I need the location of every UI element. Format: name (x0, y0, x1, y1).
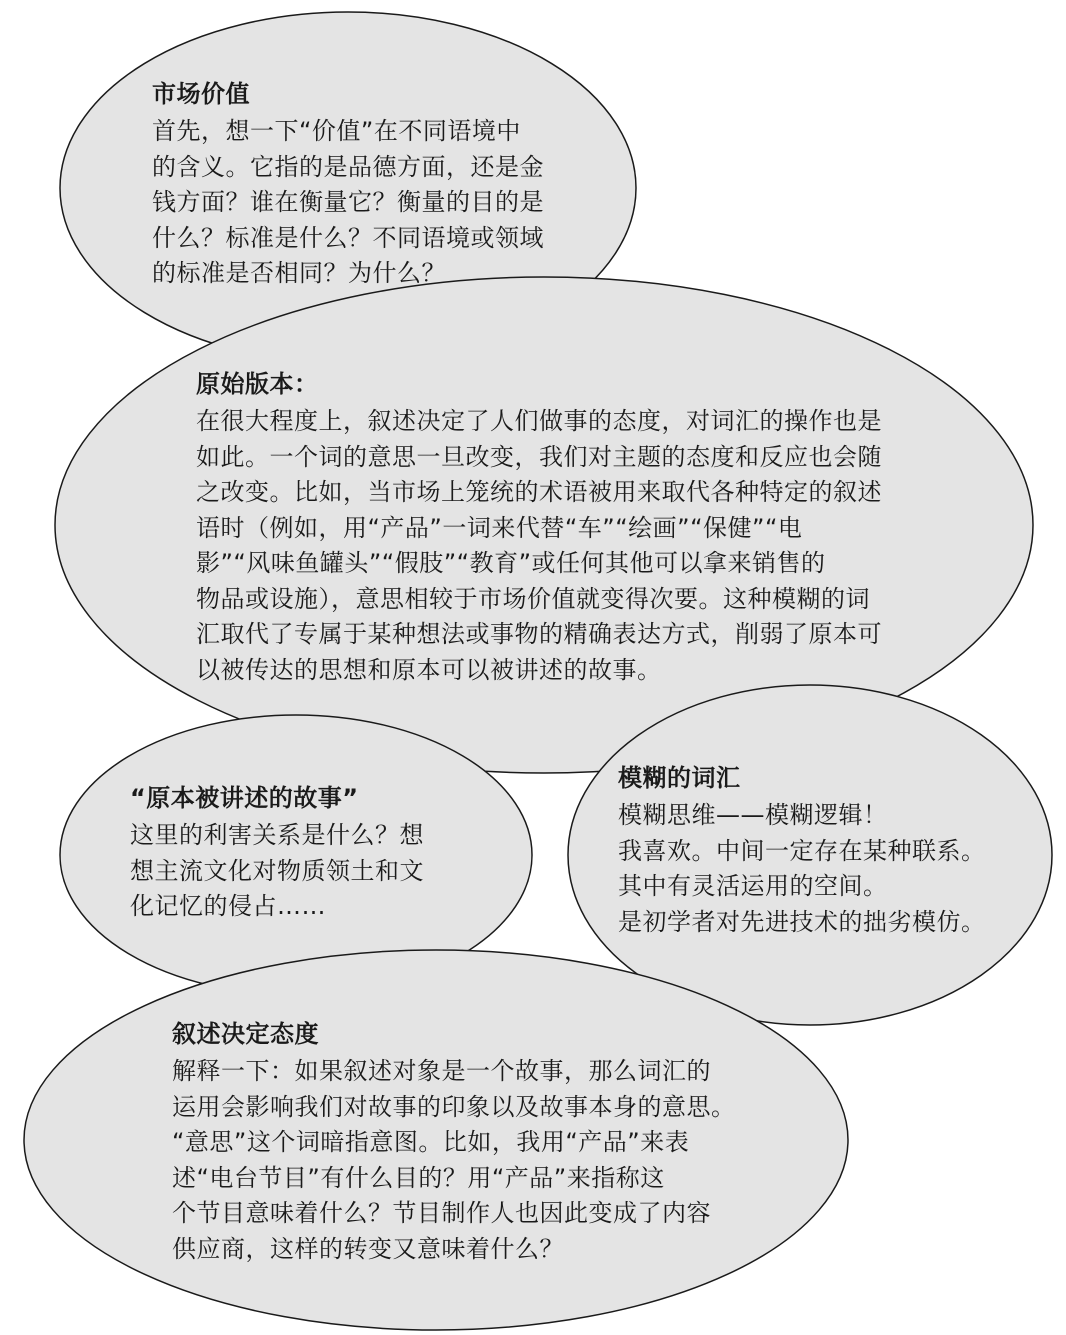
bubble-line: 什么？标准是什么？不同语境或领域 (152, 223, 544, 252)
bubble-title: 原始版本： (196, 370, 319, 398)
bubble-line: 个节目意味着什么？节目制作人也因此变成了内容 (172, 1199, 711, 1227)
bubble-line: 语时（例如，用“产品”一词来代替“车”“绘画”“保健”“电 (196, 513, 803, 542)
bubble-title: 市场价值 (152, 80, 250, 108)
bubble-line: 我喜欢。中间一定存在某种联系。 (618, 836, 986, 865)
bubble-title: 叙述决定态度 (172, 1020, 319, 1048)
bubble-line: 在很大程度上，叙述决定了人们做事的态度，对词汇的操作也是 (196, 407, 882, 435)
bubble-narrative-attitude (172, 1016, 736, 1267)
bubble-story (130, 780, 424, 925)
bubble-line: 解释一下：如果叙述对象是一个故事，那么词汇的 (172, 1057, 711, 1085)
bubble-line: 的标准是否相同？为什么？ (152, 259, 446, 287)
bubble-line: 想主流文化对物质领土和文 (130, 856, 424, 885)
bubble-line: 的含义。它指的是品德方面，还是金 (152, 152, 544, 181)
bubble-line: 模糊思维——模糊逻辑！ (618, 801, 888, 829)
bubble-line: 之改变。比如，当市场上笼统的术语被用来取代各种特定的叙述 (196, 478, 882, 506)
bubble-line: 化记忆的侵占…… (130, 892, 326, 920)
bubble-line: 以被传达的思想和原本可以被讲述的故事。 (196, 655, 662, 684)
bubble-title: “原本被讲述的故事” (130, 784, 359, 812)
bubble-line: 影”“风味鱼罐头”“假肢”“教育”或任何其他可以拿来销售的 (196, 549, 826, 577)
bubble-vague-words (618, 760, 986, 940)
bubble-line: 物品或设施），意思相较于市场价值就变得次要。这种模糊的词 (196, 584, 870, 613)
bubble-line: 这里的利害关系是什么？想 (130, 821, 424, 849)
bubble-line: 供应商，这样的转变又意味着什么？ (172, 1234, 564, 1263)
bubble-market-value (152, 76, 544, 292)
bubble-line: 述“电台节目”有什么目的？用“产品”来指称这 (172, 1163, 665, 1192)
bubble-line: 首先，想一下“价值”在不同语境中 (152, 117, 521, 145)
bubble-line: “意思”这个词暗指意图。比如，我用“产品”来表 (172, 1128, 690, 1156)
bubble-line: 其中有灵活运用的空间。 (618, 872, 888, 900)
bubble-original-version (196, 366, 882, 688)
bubble-line: 是初学者对先进技术的拙劣模仿。 (618, 907, 986, 936)
bubble-line: 运用会影响我们对故事的印象以及故事本身的意思。 (172, 1092, 736, 1121)
bubble-line: 钱方面？谁在衡量它？衡量的目的是 (152, 188, 544, 216)
bubble-title: 模糊的词汇 (618, 764, 741, 792)
bubble-line: 如此。一个词的意思一旦改变，我们对主题的态度和反应也会随 (196, 442, 882, 471)
bubble-line: 汇取代了专属于某种想法或事物的精确表达方式，削弱了原本可 (196, 620, 882, 648)
